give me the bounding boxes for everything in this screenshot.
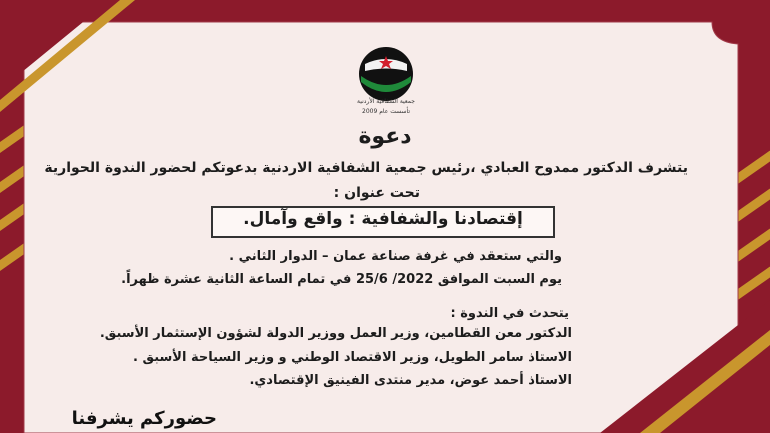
logo-name: جمعية الشفافية الأردنية (357, 98, 415, 105)
footer-text: حضوركم يشرفنا (71, 408, 217, 429)
speaker-item: الاستاذ سامر الطويل، وزير الاقتصاد الوطني و وزير السياحة الأسبق . (133, 350, 572, 365)
speaker-item: الاستاذ أحمد عوض، مدير منتدى الفينيق الإقتصادي. (249, 373, 572, 388)
logo-founded: تأسست عام 2009 (362, 108, 410, 115)
speakers-heading: يتحدث في الندوة : (450, 306, 569, 321)
speaker-item: الدكتور معن القطامين، وزير العمل ووزير الدولة لشؤون الإستثمار الأسبق. (99, 326, 572, 341)
invitation-intro: يتشرف الدكتور ممدوح العبادي ،رئيس جمعية الشفافية الاردنية بدعوتكم لحضور الندوة الحوارية (44, 160, 688, 176)
seminar-location: والتي ستعقد في غرفة صناعة عمان – الدوار الثاني . (229, 249, 562, 264)
seminar-date: يوم السبت الموافق 2022/ 25/6 في تمام الساعة الثانية عشرة ظهراً. (121, 272, 562, 287)
invitation-title: دعوة (358, 124, 412, 149)
under-title-label: تحت عنوان : (333, 185, 420, 201)
seminar-topic: إقتصادنا والشفافية : واقع وآمال. (243, 209, 523, 229)
